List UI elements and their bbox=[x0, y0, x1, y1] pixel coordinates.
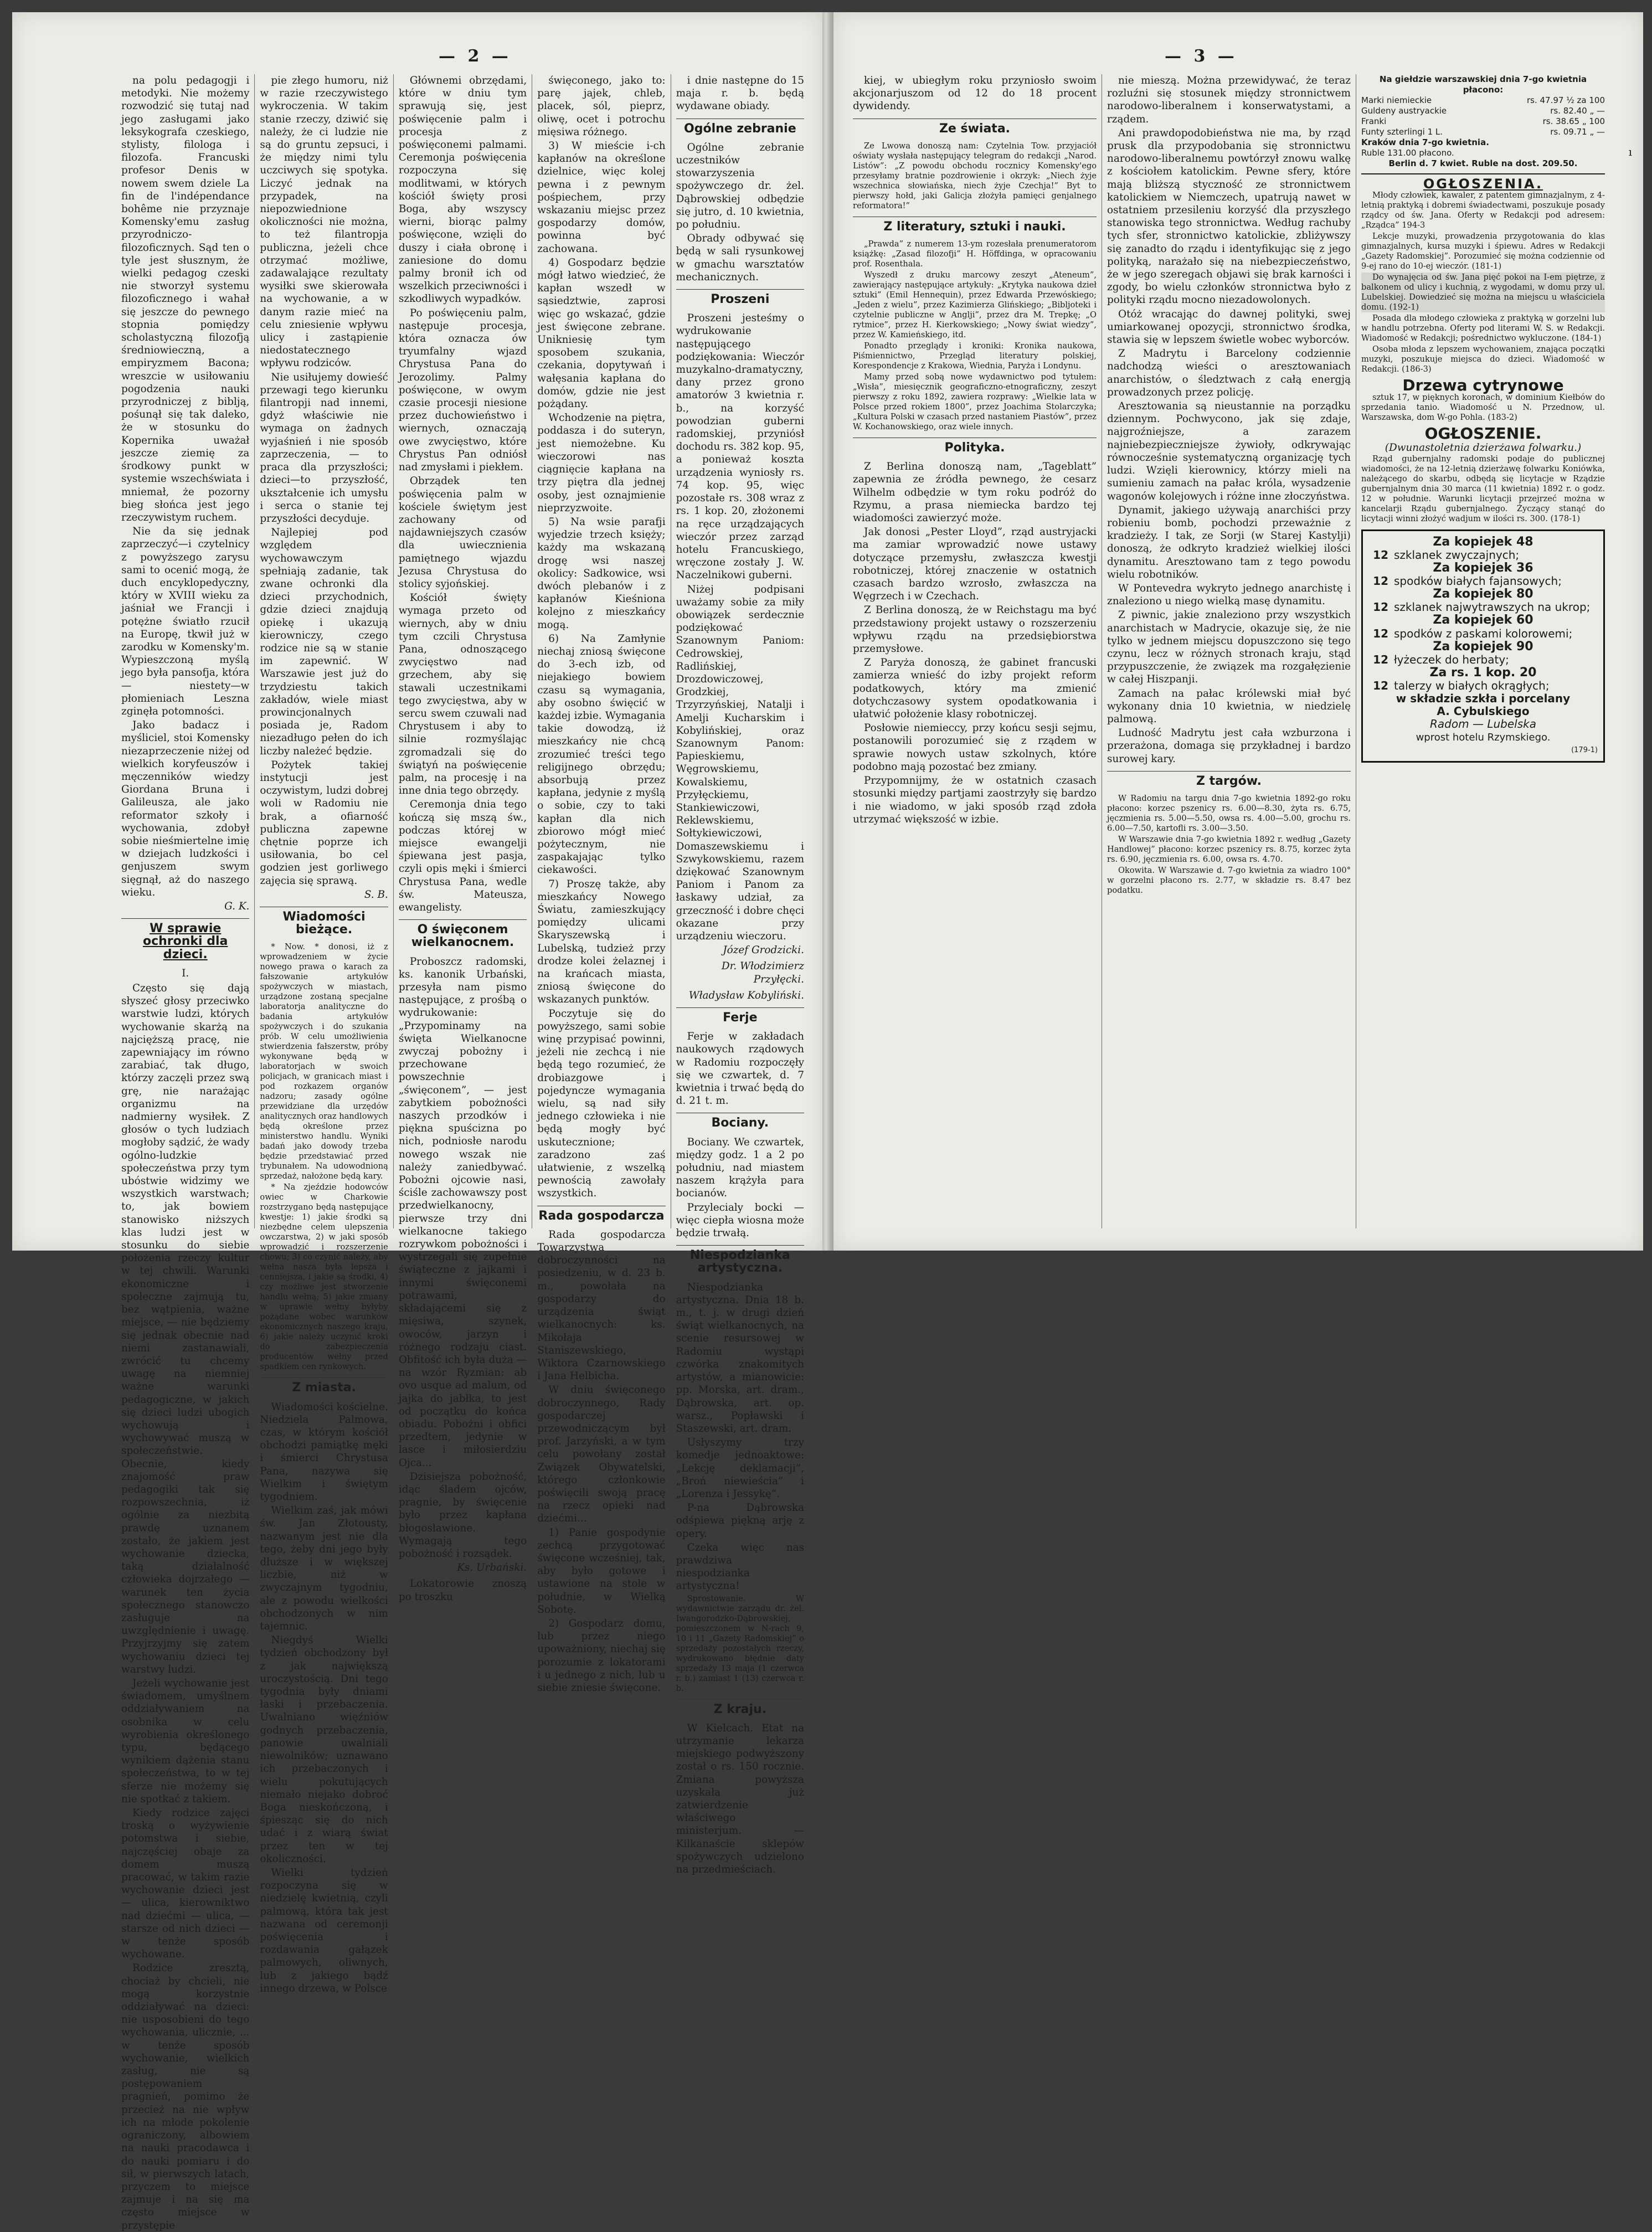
classified-ad: Do wynajęcia od św. Jana pięć pokoi na I-em piętrze, z balkonem od ulicy i kuchnią, z wygodami, w domu przy ul. Lubelskiej. Dowiedzieć się można na miejscu u właściciela domu. (192-1) bbox=[1361, 272, 1605, 312]
section-heading: Z literatury, sztuki i nauki. bbox=[853, 217, 1097, 236]
stock-row: Guldeny austryackie rs. 82.40 „ — bbox=[1361, 106, 1605, 116]
paragraph: Obrady odbywać się będą w sali rysunkowej w gmachu warsztatów mechanicznych. bbox=[676, 233, 805, 283]
classified-ad: Lekcje muzyki, prowadzenia przygotowania do klas gimnazjalnych, kursa muzyki i śpiewu. Adres w Redakcji „Gazety Radomskiej”. Porozumieć się można codziennie od 9-ej rano do 10-ej wieczór. (181-1) bbox=[1361, 232, 1605, 271]
paragraph: pie złego humoru, niż w razie rzeczywistego wykroczenia. W takim stanie rzeczy, dziwić się należy, że ci ludzie nie są do gruntu zepsuci, i że między nimi tylu uczciwych się spotyka. Liczyć jednak na przypadek, na niepozwiednione okoliczności nie można, to też filantropja publiczna, jeżeli chce otrzymać możliwe, zadawalające rezultaty wysiłki swe skierowała na wychowanie, a w danym razie mieć na celu zniesienie wpływu ulicy i zastąpienie niedostatecznego wpływu rodziców. bbox=[260, 75, 388, 369]
paragraph: Nie da się jednak zaprzeczyć—i czytelnicy z powyższego zarysu sami to ocenić mogą, że duch encyklopedyczny, który w XVIII wieku za jaśniał we Francji i potężne światło rzucił na Europę, tkwił już w zarodku w Komensky'm. Wypieszczoną myślą jego była pansofja, która — niestety—w płomieniach Leszna zginęła potomności. bbox=[121, 526, 250, 717]
classified-ad: Młody człowiek, kawaler, z patentem gimnazjalnym, z 4-letnią praktyką i dobremi świadectwami, poszukuje posady rządcy od św. Jana. Oferty w Redakcji pod adresem: „Rządca” 194-3 bbox=[1361, 191, 1605, 230]
news-item: Ze Lwowa donoszą nam: Czytelnia Tow. przyjaciół oświaty wysłała następujący telegram do redakcji „Narod. Listów”: „Z powodu obchodu rocznicy Komensky'ego przesyłamy bratnie pozdrowienie i okrzyk: „Niech żyje wszechnica słowiańska, niech żyje Czechja!” Byt to pierwszy hołd, jaki Galicja złożyła pamięci genjalnego reformatora!” bbox=[853, 141, 1097, 210]
ad-title: Drzewa cytrynowe bbox=[1402, 376, 1564, 395]
price: Za kopiejek 60 bbox=[1433, 613, 1533, 628]
stock-row: Funty szterlingi 1 L. rs. 09.71 „ — bbox=[1361, 127, 1605, 137]
paragraph: Poczytuje się do powyższego, sami sobie winę przypisać powinni, jeżeli nie zechcą i nie będą tego rozumieć, że drobiazgowe i pojedyncze wymagania wielu, są nad siły jednego człowieka i nie będą mogły być uskutecznione; zaradzono zaś ułatwienie, z wszelką pewnością zawołały wszystkich. bbox=[537, 1007, 666, 1200]
paragraph: Usłyszymy trzy komedje jednoaktowe: „Lekcję deklamacji”, „Broń niewieścia” i „Lorenza i Jessykę”. bbox=[676, 1437, 805, 1500]
paragraph: W dniu święconego dobroczynnego, Rady gospodarczej przewodniczącym był prof. Jarzyński, a w tym celu powołany został Związek Obywatelski, którego członkowie poświęcili swoją pracę na rzecz opieki nad dziećmi... bbox=[537, 1384, 666, 1525]
paragraph: nie mieszą. Można przewidywać, że teraz rozluźni się stosunek między stronnictwem narodowo-liberalnem i konserwatystami, a rządem. bbox=[1107, 75, 1351, 125]
price: Za kopiejek 48 bbox=[1433, 534, 1533, 549]
paragraph: Niespodzianka artystyczna. Dnia 18 b. m., t. j. w drugi dzień świąt wielkanocnych, na scenie resursowej w Radomiu wystąpi czwórka znakomitych artystów, a mianowicie: pp. Morska, art. dram., Dąbrowska, art. op. warsz., Popławski i Staszewski, art. dram. bbox=[676, 1281, 805, 1434]
section-heading: Polityka. bbox=[853, 438, 1097, 457]
store-city: Radom — Lubelska bbox=[1430, 717, 1536, 731]
store-owner: A. Cybulskiego bbox=[1437, 704, 1530, 718]
signature: Józef Grodzicki. bbox=[723, 944, 805, 956]
paragraph: P-na Dąbrowska odśpiewa piękną arję z opery. bbox=[676, 1502, 805, 1540]
classified-ad: Posada dla młodego człowieka z praktyką w gorzelni lub w handlu potrzebna. Oferty pod literami W. S. w Redakcji. Wiadomość w Redakcji; pośrednictwo wykluczone. (184-1) bbox=[1361, 313, 1605, 343]
paragraph: Z piwnic, jakie znaleziono przy wszystkich anarchistach w Madrycie, okazuje się, że nie tylko w jednem miejscu dopuszczono się tego czynu, lecz w różnych stronach kraju, stąd przypuszczenie, że związek ma rozgałęzienie w całej Hiszpanji. bbox=[1107, 609, 1351, 686]
paragraph: Obrządek ten poświęcenia palm w kościele świętym jest zachowany od najdawniejszych czasów dla uwiecznienia pamiętnego wjazdu Jezusa Chrystusa do stolicy syjońskiej. bbox=[398, 475, 527, 590]
news-item: * Na zjeździe hodowców owiec w Charkowie rozstrzygano będą następujące kwestje: 1) jakie środki są niezbędne celem ulepszenia owczarstwa, 2) w jaki sposób wprowadzić i rozszerzenie chowu; 3) co czynić należy, aby wełna nasza była lepsza i cenniejsza, i jakie są środki, 4) czy możliwe jest stworzenie handlu wełną; 5) jakie zmiany w uprawie wełny byłyby pożądane wobec warunków ekonomicznych naszego kraju, 6) jakie należy uczynić kroki do zabezpieczenia producentów wełny przed spadkiem cen rynkowych. bbox=[260, 1182, 388, 1372]
paragraph: Nie usiłujemy dowieść przewagi tego kierunku filantropji nad innemi, gdyż właściwie nie wymaga on żadnych wyjaśnień i nie sposób zaprzeczenia, — to praca dla przyszłości; dzieci—to przyszłość, ukształcenie ich umysłu i serca o stanie tej przyszłości decyduje. bbox=[260, 371, 388, 524]
section-heading: Z miasta. bbox=[260, 1377, 388, 1397]
section-heading: Ferje bbox=[676, 1007, 804, 1027]
margin-mark: ı bbox=[1628, 145, 1632, 158]
paragraph: 6) Na Zamłynie niechaj zniosą święcone do 3-ech izb, od niejakiego bowiem czasu są wymagania, aby osobno święcić w każdej izbie. Wymagania takie dowodzą, iż mieszkańcy nie chcą zrozumieć treści tego religijnego obrzędu; absorbują przez kapłana, jedynie z myślą o sobie, czy to taki kapłan dla nich zbiorowo mógł mieć pożytecznym, nie zaspakajając tylko ciekawości. bbox=[537, 632, 666, 876]
right-page bbox=[833, 12, 1643, 1251]
stock-footer: Berlin d. 7 kwiet. Ruble na dost. 209.50. bbox=[1388, 158, 1578, 168]
paragraph: W Pontevedra wykryto jednego anarchistę i znaleziono u niego wielką masę dynamitu. bbox=[1107, 582, 1351, 608]
paragraph: Proboszcz radomski, ks. kanonik Urbański, przesyła nam pismo następujące, z prośbą o wydrukowanie: „Przypominamy na święta Wielkanocne zwyczaj pobożny i przechowane powszechnie „święconem”, — jest zabytkiem pobożności naszych przodków i piękna spuścizna po nich, podniosłe narodu nowego wszak nie należy zaniedbywać. Pobożni ojcowie nasi, ściśle zachowawszy post przedwielkanocny, pierwsze trzy dni wielkanocne takiego rozrywkom pobożności i wystrzegali się zupełnie świąteczne z jajkami i innymi święconemi potrawami, składającemi się z mięsiwa, szynek, owoców, jarzyn i różnego rodzaju ciast. Obfitość ich była duża — na wzór Ryzmian: ab ovo usque ad malum, od jajka do jabłka, to jest od początku do końca obiadu. Pobożni i obfici przedtem, jedynie w lasce i miłosierdziu Ojca... bbox=[398, 955, 527, 1469]
news-item: * Now. * donosi, iż z wprowadzeniem w życie nowego prawa o karach za fałszowanie artykułów spożywczych w miastach, urządzone zostaną specjalne laboratorja analityczne do badania artykułów spożywczych i do szukania prób. W celu umożliwienia stwierdzenia fałszerstw, próby wykonywane będą w laboratorjach w swoich policjach, w granicach miast i pod rozkazem organów nadzoru; zasady ogólne przewidziane dla urzędów analitycznych oraz handlowych będą określone przez ministerstwo handlu. Wyniki badań jako dowody trzeba będzie przedstawiać przed trybunałem. Na udowodnioną sprzedaż, nałożone będą kary. bbox=[260, 942, 388, 1181]
paragraph: na polu pedagogji i metodyki. Nie możemy rozwodzić się tutaj nad jego zasługami jako leksykografa czeskiego, stylisty, filologa i filozofa. Francuski profesor Denis w nowem swem dziele La fin de l'indépendance bohême nie przyznaje Komensky'emu zasług przyrodniczo-filozoficznych. Sąd ten o tyle jest słusznym, że wielki pedagog czeski nie stworzył systemu filozoficznego i wahał się jeszcze do pewnego stopnia pomiędzy scholastyczną filozofją średniowieczną, a empiryzmem Bacona; wreszcie w usiłowaniu pogodzenia nauki przyrodniczej z biblją, pośunął się tak daleko, że w stosunku do Kopernika uważał jeszcze ziemię za środkowy punkt w systemie wszechświata i mniemał, że pozorny bieg słońca jest jego rzeczywistym ruchem. bbox=[121, 75, 250, 523]
classified-ad: sztuk 17, w pięknych koronach, w dominium Kiełbów do sprzedania tanio. Wiadomość u N. Przednow, ul. Warszawska, dom W-go Pohla. (183-2) bbox=[1361, 393, 1605, 423]
paragraph: Czeka więc nas prawdziwa niespodzianka artystyczna! bbox=[676, 1541, 805, 1592]
paragraph: Otóż wracając do dawnej polityki, swej umiarkowanej opozycji, stronnictwo środka, stawia się w lepszem świetle wobec wyborców. bbox=[1107, 308, 1351, 346]
paragraph: Z Berlina donoszą, że w Reichstagu ma być przedstawiony projekt ustawy o rozszerzeniu wpływu rządu na przedsiębiorstwa przemysłowe. bbox=[853, 604, 1097, 655]
page-number-right: — 3 — bbox=[1165, 47, 1238, 66]
paragraph: 3) W mieście i-ch kapłanów na określone dzielnice, więc kolej pewna i z pewnym pośpiechem, przy wskazaniu miejsc przez gospodarzy domów, powinna być zachowana. bbox=[537, 140, 666, 255]
section-heading: Z targów. bbox=[1107, 771, 1351, 790]
paragraph: Najlepiej pod względem wychowawczym spełniają zadanie, tak zwane ochronki dla dzieci przychodnich, gdzie dzieci znajdują opiekę i ukazują kierowniczy, czego rodzice nie są w stanie im zapewnić. W Warszawie jest już do trzydziestu takich zakładów, wiele miast prowincjonalnych posiada je, Radom niezadługo pełen do ich liczby należeć będzie. bbox=[260, 527, 388, 757]
paragraph: Aresztowania są nieustannie na porządku dziennym. Pochwycono, jak się zdaje, najgroźniejsze, a zarazem najniebezpieczniejsze żywioły, odkrywając równocześnie systematyczną organizację tych ludzi. Wzięli kierownicy, którzy mieli na sumieniu zamach na pałac króla, wysadzenie wagonów kolejowych i różne inne złoczyństwa. bbox=[1107, 400, 1351, 502]
paragraph: Lokatorowie znoszą po troszku bbox=[398, 1578, 527, 1603]
news-item: „Prawda” z numerem 13-ym rozesłała prenumeratorom książkę: „Zasad filozofji” H. Höffdinga, w opracowaniu prof. Rosenthala. bbox=[853, 239, 1097, 269]
paragraph: Głównemi obrzędami, które w dniu tym sprawują się, jest poświęcenie palm i procesja z poświęconemi palmami. Ceremonja poświęcenia rozpoczyna się modlitwami, w których kościół święty prosi Boga, aby wszyscy wierni, biorąc palmy poświęcone, wzięli do duszy i ciała obronę i zaniesione do domu palmy bronił ich od wszelkich przeciwności i szkodliwych wypadków. bbox=[398, 75, 527, 305]
signature: G. K. bbox=[224, 901, 250, 912]
signature: Władysław Kobyliński. bbox=[688, 989, 805, 1001]
paragraph: Ferje w zakładach naukowych rządowych w Radomiu rozpoczęły się we czwartek, d. 7 kwietnia i trwać będą do d. 21 t. m. bbox=[676, 1031, 805, 1107]
paragraph: 2) Gospodarz domu, lub przez niego upoważniony, niechaj się porozumie z lokatorami i u jednego z nich, lub u siebie zniesie święcone. bbox=[537, 1617, 666, 1694]
paragraph: święconego, jako to: parę jajek, chleb, placek, sól, pieprz, oliwę, ocet i potrochu mięsiwa różnego. bbox=[537, 75, 666, 138]
paragraph: Po poświęceniu palm, następuje procesja, która oznacza ów tryumfalny wjazd Chrystusa Pana do Jerozolimy. Palmy poświęcone, w owym czasie procesji niesione przez duchowieństwo i wiernych, oznaczają owe zwycięstwo, które Chrystus Pan odniósł nad zmysłami i piekłem. bbox=[398, 307, 527, 474]
classified-ad: Rząd gubernjalny radomski podaje do publicznej wiadomości, że na 12-letnią dzierżawę folwarku Koniówka, należącego do skarbu, odbędą się licytacje w Rządzie gubernjalnym dnia 30 marca (11 kwietnia) 1892 r. o godz. 12 w południe. Warunki licytacji przejrzeć można w kancelarji Rządu gubernjalnego. Życzący stanąć do licytacji winni złożyć wadjum w ilości rs. 300. (178-1) bbox=[1361, 454, 1605, 523]
paragraph: Rada gospodarcza Towarzystwa dobroczynności na posiedzeniu, w d. 23 b. m., powołała na gospodarzy do urządzenia świąt wielkanocnych: ks. Mikołaja Staniszewskiego, Wiktora Czarnowskiego i Jana Helbicha. bbox=[537, 1228, 666, 1382]
stock-heading: Na giełdzie warszawskiej dnia 7-go kwietnia płacono: bbox=[1379, 74, 1587, 95]
paragraph: Rodzice zresztą, chociaż by chcieli, nie mogą korzystnie oddziaływać na dzieci: nie usposobieni do tego wychowania, ulicznie, ... w tenże sposób wychowanie, wielkich zasług, nie są postępowaniem pragnień, pomimo że przecież na nie wpływ ich na młode pokolenie ograniczony, albowiem na nauki pracodawca i do nauki pomiaru i do sił, w pierwszych latach, przyczem to miejsce zajmuje i na się ma często miejsce w przystępie bbox=[121, 1962, 250, 2231]
column-1 bbox=[116, 74, 255, 2231]
correction-note: Sprostowanie. W wydawnictwie zarządu dr. żel. Iwangorodzko-Dąbrowskiej, pomieszczonem w N-rach 9, 10 i 11 „Gazety Radomskiej” o sprzedaży pozostałych rzeczy, wydrukowano błędnie daty sprzedaży 13 maja (1 czerwca r. b.) zamiast 1 (13) czerwca r. b. bbox=[676, 1593, 805, 1693]
column-5 bbox=[671, 74, 809, 1875]
paragraph: Zamach na pałac królewski miał być wykonany dnia 10 kwietnia, w niedzielę palmową. bbox=[1107, 687, 1351, 725]
paragraph: Wielki tydzień rozpoczyna się w niedzielę kwietnią, czyli palmową, która tak jest nazwana od ceremonji poświęcenia i rozdawania gałązek palmowych, oliwnych, lub z jakiego bądź innego drzewa, w Polsce bbox=[260, 1866, 388, 1994]
news-item: Ponadto przeglądy i kroniki: Kronika naukowa, Piśmiennictwo, Przegląd literatury polskiej, Korespondencje z Krakowa, Wiednia, Paryża i Londynu. bbox=[853, 341, 1097, 371]
stock-footer: Ruble 131.00 płacono. bbox=[1361, 148, 1454, 158]
section-heading: O święconem wielkanocnem. bbox=[399, 919, 527, 952]
ads-heading: OGŁOSZENIA. bbox=[1361, 173, 1605, 191]
section-heading: Bociany. bbox=[676, 1113, 804, 1132]
paragraph: Niżej podpisani uważamy sobie za miły obowiązek serdecznie podziękować Szanownym Paniom: Cedrowskiej, Radlińskiej, Drozdowiczowej, Grodzkiej, Trzyrzyńskiej, Natalji i Amelji Kucharskim i Kobylińskiej, oraz Szanownym Panom: Papieskiemu, Węgrowskiemu, Kowalskiemu, Przyłęckiemu, Stankiewiczowi, Reklewskiemu, Sołtykiewiczowi, Domaszewskiemu i Szwykowskiemu, razem dziękować Szanownym Paniom i Panom za łaskawy udział, za grzeczność i dobre chęci okazane przy urządzeniu wieczoru. bbox=[676, 583, 805, 942]
paragraph: Proszeni jesteśmy o wydrukowanie następującego podziękowania: Wieczór muzykalno-dramatyczny, dany przez grono amatorów 3 kwietnia r. b., na korzyść powodzian guberni radomskiej, przyniósł dochodu rs. 382 kop. 95, a ponieważ koszta urządzenia wyniosły rs. 74 kop. 95, więc pozostałe rs. 308 wraz z rs. 1 kop. 20, złożonemi na ręce urządzających wieczór przez zarząd hotelu Francuskiego, wręczone zostały J. W. Naczelnikowi guberni. bbox=[676, 312, 805, 582]
paragraph: kiej, w ubiegłym roku przyniosło swoim akcjonarjuszom od 12 do 18 procent dywidendy. bbox=[853, 75, 1097, 112]
paragraph: Jak donosi „Pester Lloyd”, rząd austryjacki ma zamiar wprowadzić nowe ustawy dotyczące przemysłu, zwłaszcza kwestji robotniczej, której znaczenie w ostatnich czasach bardzo wzrosło, zwłaszcza na Węgrzech i w Czechach. bbox=[853, 526, 1097, 603]
left-page bbox=[12, 12, 822, 2231]
price: Za kopiejek 36 bbox=[1433, 561, 1533, 575]
paragraph: Przypomnijmy, że w ostatnich czasach stosunki między partjami zaostrzyły się bardzo i nie wiadomo, w jaki sposób rząd zdoła utrzymać większość w izbie. bbox=[853, 775, 1097, 825]
section-number: I. bbox=[182, 967, 189, 979]
paragraph: Przylecialy bocki — więc ciepła wiosna może będzie trwałą. bbox=[676, 1201, 805, 1240]
paragraph: W Kielcach. Etat na utrzymanie lekarza miejskiego podwyższony został o rs. 150 rocznie. Zmiana powyższa uzyskała już zatwierdzenie właściwego ministerjum. — Kilkanaście sklepów spożywczych udzielono na przedmieściach. bbox=[676, 1722, 805, 1875]
stock-footer: Kraków dnia 7-go kwietnia. bbox=[1361, 137, 1489, 147]
section-heading: W sprawie ochronki dla dzieci. bbox=[121, 918, 249, 964]
section-heading: Ogólne zebranie bbox=[676, 119, 804, 138]
stock-row: Marki niemieckie rs. 47.97 ½ za 100 bbox=[1361, 95, 1605, 105]
news-item: Mamy przed sobą nowe wydawnictwo pod tytułem: „Wisła”, miesięcznik geograficzno-etnograficzny, zeszyt pierwszy z roku 1892, zawiera rozprawy: „Wielkie lata w Polsce przed rokiem 1800”, przez Joachima Stolarczyka; „Kultura Polski w czasach przed nastaniem Piastów”, przez W. Kochanowskiego, oraz wiele innych. bbox=[853, 372, 1097, 432]
paragraph: Pożytek takiej instytucji jest oczywistym, ludzi dobrej woli w Radomiu nie brak, a ofiarność publiczna zapewne chętnie poprze ich usiłowania, bo cel godzien jest gorliwego zajęcia się sprawą. bbox=[260, 759, 388, 887]
section-heading: Rada gospodarcza bbox=[537, 1206, 665, 1225]
paragraph: Bociany. We czwartek, między godz. 1 a 2 po południu, nad miastem naszem krążyła para bocianów. bbox=[676, 1136, 805, 1200]
price: Za rs. 1 kop. 20 bbox=[1429, 665, 1537, 680]
porcelain-shop-ad: Za kopiejek 48 12 szklanek zwyczajnych; Za kopiejek 36 12 spodków białych fajansowych; Za kopiejek 80 12 szklanek najwytrawszych na ukrop; Za kopiejek 60 12 spodków z paskami kolorowemi; Za kopiejek 90 12 łyżeczek do herbaty; Za rs. 1 kop. 20 12 talerzy w białych okrągłych; w składzie szkła i porcelany A. Cybulskiego Radom — Lubelska wprost hotelu Rzymskiego. (179-1) bbox=[1361, 529, 1605, 763]
column-8 bbox=[1356, 74, 1610, 1228]
paragraph: Jako badacz i myśliciel, stoi Komensky niezaprzeczenie niżej od wielkich koryfeuszów i męczenników wiedzy Giordana Bruna i Galileusza, ale jako reformator szkoły i wychowania, zdobył sobie nieśmiertelne imię w dziejach ludzkości i genjuszem swym sięgnął, aż do naszego wieku. bbox=[121, 719, 250, 898]
paragraph: Dzisiejsza pobożność, idąc śladem ojców, pragnie, by święcenie było przez kapłana błogosławione. Wymagają tego pobożność i rozsądek. bbox=[398, 1470, 527, 1560]
section-heading: Proszeni bbox=[676, 289, 804, 308]
paragraph: Posłowie niemieccy, przy końcu sesji sejmu, postanowili porozumieć się z rządem w sprawie nowych ustaw szkolnych, które podobno mają pozostać bez zmiany. bbox=[853, 722, 1097, 773]
left-columns bbox=[116, 74, 809, 2231]
paragraph: Kiedy rodzice zajęci troską o wyżywienie potomstwa i siebie, najczęściej obaje za domem muszą pracować, w takim razie wychowanie dzieci jest — ulica, kierowniktwo nad dziećmi — ulica, — starsze od nich dzieci — w tenże sposób wychowane. bbox=[121, 1807, 250, 1961]
section-heading: Z kraju. bbox=[676, 1699, 804, 1719]
ad-title: OGŁOSZENIE. bbox=[1424, 424, 1542, 443]
section-heading: Niespodzianka artystyczna. bbox=[676, 1245, 804, 1277]
stock-exchange-box bbox=[1361, 74, 1605, 169]
column-2 bbox=[255, 74, 393, 1994]
column-7 bbox=[1102, 74, 1356, 1228]
paragraph: Jeżeli wychowanie jest świadomem, umyślnem oddziaływaniem na osobnika w celu wyrobienia określonego typu, będącego wynikiem dążenia stanu społeczeństwa, to w tej sferze nie możemy się nie spotkać z takiem. bbox=[121, 1677, 250, 1805]
paragraph: Z Paryża donoszą, że gabinet francuski zamierza wnieść do izby projekt reform podatkowych, który ma zmienić dotychczasowy system opodatkowania i ułatwić położenie klasy robotniczej. bbox=[853, 657, 1097, 721]
price: Za kopiejek 90 bbox=[1433, 639, 1533, 654]
paragraph: Ogólne zebranie uczestników stowarzyszenia spożywczego dr. żel. Dąbrowskiej odbędzie się jutro, d. 10 kwietnia, po południu. bbox=[676, 141, 805, 231]
market-report: Okowita. W Warszawie d. 7-go kwietnia za wiadro 100° w gorzelni płacono rs. 2.77, w składzie rs. 8.47 bez podatku. bbox=[1107, 865, 1351, 895]
page-number-left: — 2 — bbox=[439, 47, 512, 66]
market-report: W Warszawie dnia 7-go kwietnia 1892 r. według „Gazety Handlowej” płacono: korzec pszenicy rs. 8.75, korzec żyta rs. 6.90, jęczmienia rs. 6.00, owsa rs. 4.70. bbox=[1107, 834, 1351, 864]
paragraph: Wiadomości kościelne. Niedziela Palmowa, czas, w którym kościół obchodzi pamiątkę męki i śmierci Chrystusa Pana, nazywa się Wielkim i świętym tygodniem. bbox=[260, 1401, 388, 1503]
column-6 bbox=[848, 74, 1102, 1228]
paragraph: i dnie następne do 15 maja r. b. będą wydawane obiady. bbox=[676, 75, 805, 112]
ad-number: (179-1) bbox=[1571, 745, 1598, 754]
paragraph: 1) Panie gospodynie zechcą przygotować święcone wcześniej, tak, aby było gotowe i ustawione na stole w południe, w Wielką Sobotę. bbox=[537, 1526, 666, 1616]
paragraph: Niegdyś Wielki tydzień obchodzony był z jak największą uroczystością. Dni tego tygodnia były dniami łaski i przebaczenia. Uwalniano więźniów godnych przebaczenia, panowie uwalniali niewolników; uznawano ich przebaczonych i wielu pokutujących niemało niejako dobroć Boga nieskończoną, i śpiesząc się do nich udać i z wiarą świat przez ten w tej okoliczności. bbox=[260, 1634, 388, 1865]
news-item: Wyszedł z druku marcowy zeszyt „Ateneum”, zawierający następujące artykuły: „Krytyka naukowa dzieł sztuki” (Emil Hennequin), przez Edwarda Przewóskiego; „Jeden z wielu”, przez Kazimierza Glińskiego; „Bibljoteki i czytelnie publiczne w Anglji”, przez dra M. Trepkę; „O rytmice”, przez H. Kierkowskiego; „Nowy świat wiedzy”, przez W. Kamieńskiego, itd. bbox=[853, 270, 1097, 340]
paragraph: Ani prawdopodobieństwa nie ma, by rząd prusk dla przypodobania się stronnictwu narodowo-liberalnemu powtórzył znowu walkę z kościołem katolickim. Pewne sfery, które mają bliższą styczność ze stronnictwem katolickiem w Niemczech, upatrują nawet w ostatniem przesileniu korzyść dla przyszłego stanowiska tego stronnictwa. Według rachuby tych sfer, stronnictwo katolickie, zbliżywszy się zanadto do rządu i identyfikując się z jego polityką, narażało się na niebezpieczeństwo, że w jego szeregach objawi się brak karności i zgody, bo wielu członków stronnictwa było z polityki rządu mocno niezadowolonych. bbox=[1107, 127, 1351, 306]
paragraph: Z Berlina donoszą nam, „Tageblatt” zapewnia ze źródła pewnego, że cesarz Wilhelm odbędzie w tym roku podróż do Rzymu, a prasa niemiecka bardzo tej wiadomości zawierzyć może. bbox=[853, 461, 1097, 524]
signature: Ks. Urbański. bbox=[457, 1562, 527, 1574]
paragraph: 5) Na wsie parafji wyjedzie trzech księży; każdy ma wskazaną drogę wsi naszej okolicy: Sadkowice, wsi dwóch plebanów i z kapłanów Kieśniona kolejno z mieszkańcy mogą. bbox=[537, 516, 666, 631]
section-heading: Wiadomości bieżące. bbox=[260, 907, 388, 939]
paragraph: Z Madrytu i Barcelony codziennie nadchodzą wieści o aresztowaniach anarchistów, o śledztwach z całą energją prowadzonych przez policję. bbox=[1107, 348, 1351, 398]
ad-subtitle: (Dwunastoletnia dzierżawa folwarku.) bbox=[1385, 441, 1582, 454]
column-4 bbox=[532, 74, 671, 1694]
paragraph: Wielkim zaś, jak mówi św. Jan Złotousty, nazwanym jest nie dla tego, żeby dni jego były dłuższe i w większej liczbie, niż w zwyczajnym tygodniu, ale z powodu wielkości obchodzonych w nim tajemnic. bbox=[260, 1505, 388, 1633]
paragraph: Wchodzenie na piętra, poddasza i do suteryn, jest niemożebne. Ku wieczorowi nas ciągnięcie kapłana na trzy piętra dla jednej osoby, jest oznajmienie nieprzyzwoite. bbox=[537, 412, 666, 514]
stock-row: Franki rs. 38.65 „ 100 bbox=[1361, 116, 1605, 126]
paragraph: Kościół święty wymaga przeto od wiernych, aby w dniu tym czcili Chrystusa Pana, odnoszącego zwycięstwo nad grzechem, aby się stawali uczestnikami tego zwycięstwa, aby w sercu swem czuwali nad Chrystusem i aby to silnie rozmyślając zgromadzali się do świątyń na poświęcenie palm, na procesję i na inne dnia tego obrzędy. bbox=[398, 592, 527, 797]
signature: Dr. Włodzimierz Przyłęcki. bbox=[721, 960, 805, 985]
market-report: W Radomiu na targu dnia 7-go kwietnia 1892-go roku płacono: korzec pszenicy rs. 6.00—8.30, żyta rs. 6.75, jęczmienia rs. 5.00—5.50, owsa rs. 4.00—5.00, grochu rs. 6.00—7.50, kartofli rs. 3.00—3.50. bbox=[1107, 793, 1351, 833]
paragraph: Ceremonja dnia tego kończą się mszą św., podczas której w miejsce ewangelji śpiewana jest pasja, czyli opis męki i śmierci Chrystusa Pana, wedle św. Mateusza, ewangelisty. bbox=[398, 799, 527, 913]
section-heading: Ze świata. bbox=[853, 119, 1097, 138]
column-3 bbox=[394, 74, 532, 1603]
price: Za kopiejek 80 bbox=[1433, 587, 1533, 601]
store-name: w składzie szkła i porcelany bbox=[1396, 692, 1571, 706]
paragraph: Dynamit, jakiego używają anarchiści przy robieniu bomb, pochodzi przeważnie z kradzieży. I tak, ze Sorji (w Starej Kastylji) donoszą, że odkryto kradzież wielkiej ilości dynamitu. Aresztowano tam z tego powodu wielu robotników. bbox=[1107, 504, 1351, 580]
paragraph: Ludność Madrytu jest cała wzburzona i przerażona, domaga się przykładnej i bardzo surowej kary. bbox=[1107, 727, 1351, 765]
classified-ad: Osoba młoda z lepszem wychowaniem, znająca początki muzyki, poszukuje miejsca do dzieci. Wiadomość w Redakcji. (186-3) bbox=[1361, 344, 1605, 374]
right-columns bbox=[848, 74, 1610, 1228]
store-address: wprost hotelu Rzymskiego. bbox=[1416, 731, 1551, 743]
paragraph: 7) Proszę także, aby mieszkańcy Nowego Światu, zamieszkujący pomiędzy ulicami Skaryszewską i Lubelską, tudzież przy drodze kolei żelaznej i na krańcach miasta, zniosą święcone do wskazanych punktów. bbox=[537, 878, 666, 1006]
signature: S. B. bbox=[364, 888, 388, 901]
paragraph: 4) Gospodarz będzie mógł łatwo wiedzieć, że kapłan wszedł w sąsiedztwie, zaprosi więc go wskazać, gdzie jest święcone zebrane. Unikniesię tym sposobem szukania, czekania, dopytywań i wałęsania kapłana do domów, gdzie nie jest pożądany. bbox=[537, 256, 666, 410]
paragraph: Często się dają słyszeć głosy przeciwko warstwie ludzi, których wychowanie skarżą na najcięższą pracę, nie zapewniający im równo zarabiać, tak długo, którzy zaczęli przez swą grę, nie narażając organizmu na nadmierny wysiłek. Z głosów o tych ludziach mogłoby sądzić, że wady ogólno-ludzkie społeczeństwa przy tym ubóstwie widzimy we wszystkich warstwach; to, jak bowiem stanowisko niższych klas ludzi jest w stosunku do siebie położenia rzeczy kultur w tej chwili. Warunki ekonomiczne i społeczne zajmują tu, bez wątpienia, ważne miejsce, — nie będziemy się jednak obecnie nad niemi zastanawiali, zwrócić tu chcemy uwagę na niemniej ważne warunki pedagogiczne, w jakich się dzieci ludzi ubogich wychowują i wychowywać muszą w społeczeństwie. Obecnie, kiedy znajomość praw pedagogiki tak się rozpowszechnia, iż ogólnie za niezbitą prawdę uznanem zostało, że jakiem jest wychowanie dziecka, taką działalność człowieka dojrzałego — warunek ten życia społecznego stanowczo zasługuje na uwzględnienie i uwagę. Przyjrzyjmy się zatem wychowaniu dzieci tej warstwy ludzi. bbox=[121, 983, 250, 1675]
